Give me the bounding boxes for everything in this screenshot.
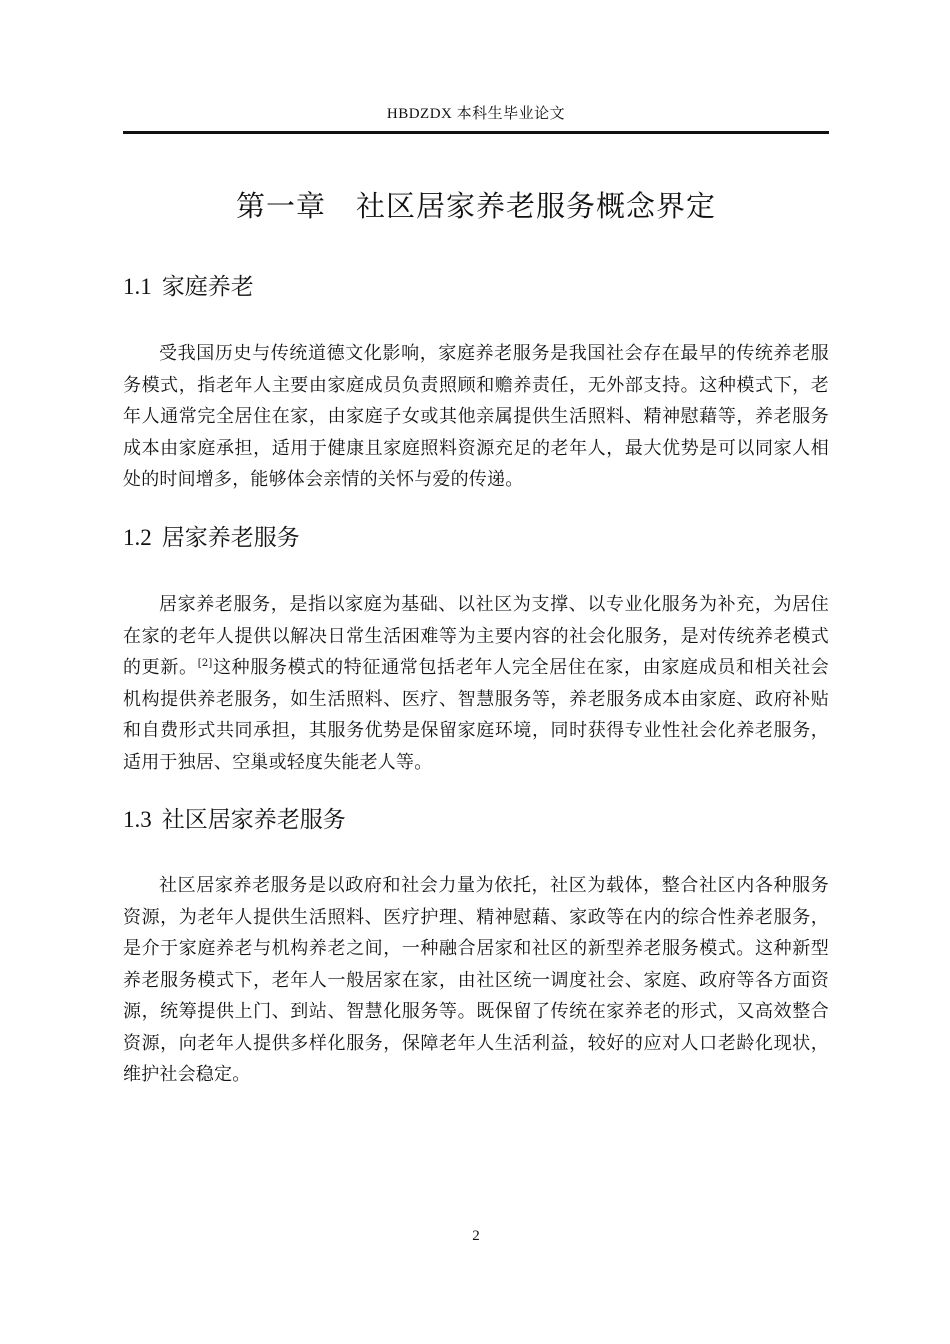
section-title: 社区居家养老服务 — [161, 807, 346, 833]
running-header: HBDZDX 本科生毕业论文 — [386, 106, 566, 122]
section-number: 1.1 — [123, 274, 152, 299]
header-rule — [123, 131, 829, 134]
section-title: 居家养老服务 — [161, 525, 300, 551]
chapter-title: 第一章 社区居家养老服务概念界定 — [235, 189, 716, 223]
section-paragraph-1-3: 社区居家养老服务是以政府和社会力量为依托，社区为载体，整合社区内各种服务资源，为老年人提供生活照料、医疗护理、精神慰藉、家政等在内的综合性养老服务，是介于家庭养老与机构养老之间，一种融合居家和社区的新型养老服务模式。这种新型养老服务模式下，老年人一般居家在家，由社区统一调度社会、家庭、政府等各方面资源，统筹提供上门、到站、智慧化服务等。既保留了传统在家养老的形式，又高效整合资源，向老年人提供多样化服务，保障老年人生活利益，较好的应对人口老龄化现状，维护社会稳定。 — [123, 875, 829, 1085]
section-heading-1-3 — [123, 804, 346, 836]
citation-reference[interactable]: [2] — [197, 658, 213, 669]
section-number: 1.2 — [123, 525, 152, 550]
section-paragraph-1-2 — [123, 589, 829, 778]
paragraph-text: 这种服务模式的特征通常包括老年人完全居住在家，由家庭成员和相关社会机构提供养老服务，如生活照料、医疗、智慧服务等，养老服务成本由家庭、政府补贴和自费形式共同承担，其服务优势是保留家庭环境，同时获得专业性社会化养老服务，适用于独居、空巢或轻度失能老人等。 — [123, 657, 829, 773]
page-number: 2 — [472, 1228, 480, 1244]
section-heading-1-1 — [123, 271, 254, 303]
section-heading-1-2 — [123, 522, 300, 554]
paragraph-text: 居家养老服务，是指以家庭为基础、以社区为支撑、以专业化服务为补充，为居住在家的老年人提供以解决日常生活困难等为主要内容的社会化服务，是对传统养老模式的更新。 — [123, 594, 829, 678]
section-paragraph-1-1: 受我国历史与传统道德文化影响，家庭养老服务是我国社会存在最早的传统养老服务模式，指老年人主要由家庭成员负责照顾和赡养责任，无外部支持。这种模式下，老年人通常完全居住在家，由家庭子女或其他亲属提供生活照料、精神慰藉等，养老服务成本由家庭承担，适用于健康且家庭照料资源充足的老年人，最大优势是可以同家人相处的时间增多，能够体会亲情的关怀与爱的传递。 — [123, 343, 829, 490]
section-number: 1.3 — [123, 807, 152, 832]
section-title: 家庭养老 — [161, 274, 254, 300]
